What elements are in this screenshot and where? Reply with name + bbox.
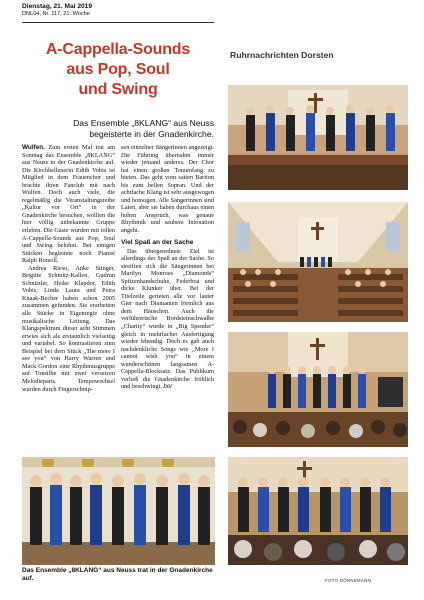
headline-line-2: aus Pop, Soul: [66, 61, 170, 78]
header-rule: [22, 22, 214, 23]
photo-credit: FOTO DÖRNEMANN: [325, 578, 371, 583]
concert-photo-2: [228, 202, 408, 322]
section-heading: Viel Spaß an der Sache: [121, 238, 194, 246]
photo-caption: Das Ensemble „8KLANG“ aus Neuss trat in der Gnadenkirche auf.: [22, 567, 213, 582]
headline-line-1: A-Cappella-Sounds: [45, 41, 191, 58]
paragraph-text: Das übergeordnete Ziel ist allerdings der Spaß an der Sache. So streiften sich die Sängerinnen bei Marilyn Monroes „Diamonds“ Spitzenhandschuhe, Federboa und dicke Klunker über. Bei der Titelzeile gerieten alle vor lauter Gier nach Diamanten förmlich aus dem Häuschen. Auch die verführerische Bordsteinschwalbe „Charity“ wurde in „Big Spender“ gleich in mehrfacher Ausfertigung wieder lebendig. Doch es gab auch nachdenkliche Songs wie „More I cannot wish you“ in einem wunderschönen langsamen A-Cappella-Blocksatz. Das Publikum verließ die Gnadenkirche fröhlich und beschwingt.: [121, 247, 214, 391]
article-column-1: [22, 144, 115, 450]
article-paragraph: [22, 144, 115, 265]
article-column-2: [121, 144, 214, 450]
concert-photo-4: [228, 457, 408, 565]
page-header: [22, 3, 212, 18]
section-title: Ruhrnachrichten Dorsten: [230, 50, 334, 60]
issue-number: DNL04, Nr. 117, 21. Woche: [22, 11, 90, 17]
article-paragraph: Andrea Rieso, Anke Stinger, Brigitte Schmitz-Kallen, Gudrun Schnitzler, Heike Klapdor, Edith Vobis, Linda Laura und Petra Knaak-Becher haben schon 2005 zusammen gefunden. Sie erarbeiten alle Stücke in Eigenregie ohne musikalische Leitung. Das Klangspektrum dieser acht Stimmen erwies sich als erstaunlich vielseitig und variabel. So kontrastieren zum Beispiel bei dem Stück „The more I see you“ von Harry Warren und Mack Gordon eine Rhythmusgruppe auf Tonsilbe mit zwei versetzen Melodieparts. Tempowechsel wurden durch Fingerschnip-: [22, 264, 115, 393]
subheadline: [22, 118, 214, 139]
concert-photo-3: [228, 332, 408, 447]
issue-date: Dienstag, 21. Mai 2019: [22, 3, 93, 10]
concert-photo-1: [228, 85, 408, 190]
headline: [22, 40, 214, 100]
article-paragraph: [121, 248, 214, 392]
subhead-line-1: Das Ensemble „8KLANG“ aus Neuss: [73, 118, 214, 128]
concert-photo-main: [22, 457, 215, 565]
paragraph-text: Zum ersten Mal trat am Sonntag das Ensemble „8KLANG“ aus Neuss in der Gnadenkirche auf. Die Kirchhellenerin Edith Vobis ist Mitglied in dem Frauenchor und brachte ihren Fanclub mit nach Wulfen. Doch auch viele, die regelmäßig die Veranstaltungsreihe „Kultur vor Ort“ in der Gnadenkirche besuchen, wollten die hier völlig unbekannte Gruppe erleben. Die Gäste wurden mit tollen A-Cappella-Sounds aus Pop, Soul und Swing belohnt. Bei einigen Stücken begleitete noch Pianist Ralph Rotzoll.: [22, 144, 115, 265]
subhead-line-2: begeisterte in der Gnadenkirche.: [89, 128, 214, 139]
dateline: Wulfen.: [22, 144, 45, 151]
headline-line-3: und Swing: [78, 81, 158, 98]
author-byline: bor: [163, 384, 173, 391]
article-paragraph: sen einzelner Sängerinnen angezeigt. Die Führung übernahm immer wieder jemand anderes. Der Chor hat einen großen Tonumfang zu bieten. Das geht vom satten Bariton bis zum hellen Sopran. Und der achtfache Klang ist sehr ausgewogen und homogen. Alle Sängerinnen sind Laien, aber sie haben durchaus einen hohen Anspruch, was genaue Rhythmik und saubere Intonation angeht.: [121, 144, 214, 235]
